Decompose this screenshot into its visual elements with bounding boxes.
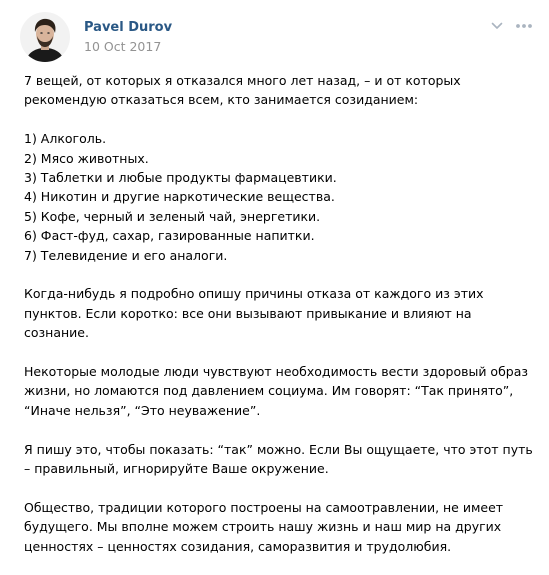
post-controls: [491, 22, 533, 30]
post-intro: 7 вещей, от которых я отказался много лет назад, – и от которых рекомендую отказаться всем, кто занимается созиданием:: [24, 73, 461, 108]
post-paragraph: Общество, традиции которого построены на самоотравлении, не имеет будущего. Мы вполне можем строить нашу жизнь и наш мир на других ценностях – ценностях созидания, саморазвития и трудолюбия.: [24, 499, 504, 554]
post-paragraph: Когда-нибудь я подробно опишу причины отказа от каждого из этих пунктов. Если коротко: все они вызывают привыкание и влияют на сознание.: [24, 286, 484, 341]
list-item: 4) Никотин и другие наркотические вещества.: [24, 189, 335, 205]
list-item: 1) Алкоголь.: [24, 131, 107, 147]
avatar[interactable]: [20, 12, 70, 62]
list-item: 2) Мясо животных.: [24, 150, 149, 166]
post-header: [20, 12, 172, 62]
list-item: 6) Фаст-фуд, сахар, газированные напитки.: [24, 228, 315, 244]
avatar-image: [20, 12, 70, 62]
post-date-link[interactable]: 10 Oct 2017: [84, 38, 162, 54]
list-item: 5) Кофе, черный и зеленый чай, энергетики.: [24, 208, 321, 224]
author-name-link[interactable]: Pavel Durov: [84, 19, 173, 35]
list-item: 3) Таблетки и любые продукты фармацевтики.: [24, 170, 337, 186]
post-paragraph: Я пишу это, чтобы показать: “так” можно. Если Вы ощущаете, что этот путь – правильный, игнорируйте Ваше окружение.: [24, 441, 533, 477]
chevron-down-icon[interactable]: [491, 22, 503, 30]
post-paragraph: Некоторые молодые люди чувствуют необходимость вести здоровый образ жизни, но ломаются под давлением социума. Им говорят: “Так принято”, “Иначе нельзя”, “Это неуважение”.: [24, 364, 529, 418]
more-dots-icon[interactable]: [515, 23, 533, 29]
list-item: 7) Телевидение и его аналоги.: [24, 247, 228, 263]
post-text: [24, 71, 539, 575]
post-list: [24, 129, 539, 265]
author-block: [84, 19, 172, 56]
